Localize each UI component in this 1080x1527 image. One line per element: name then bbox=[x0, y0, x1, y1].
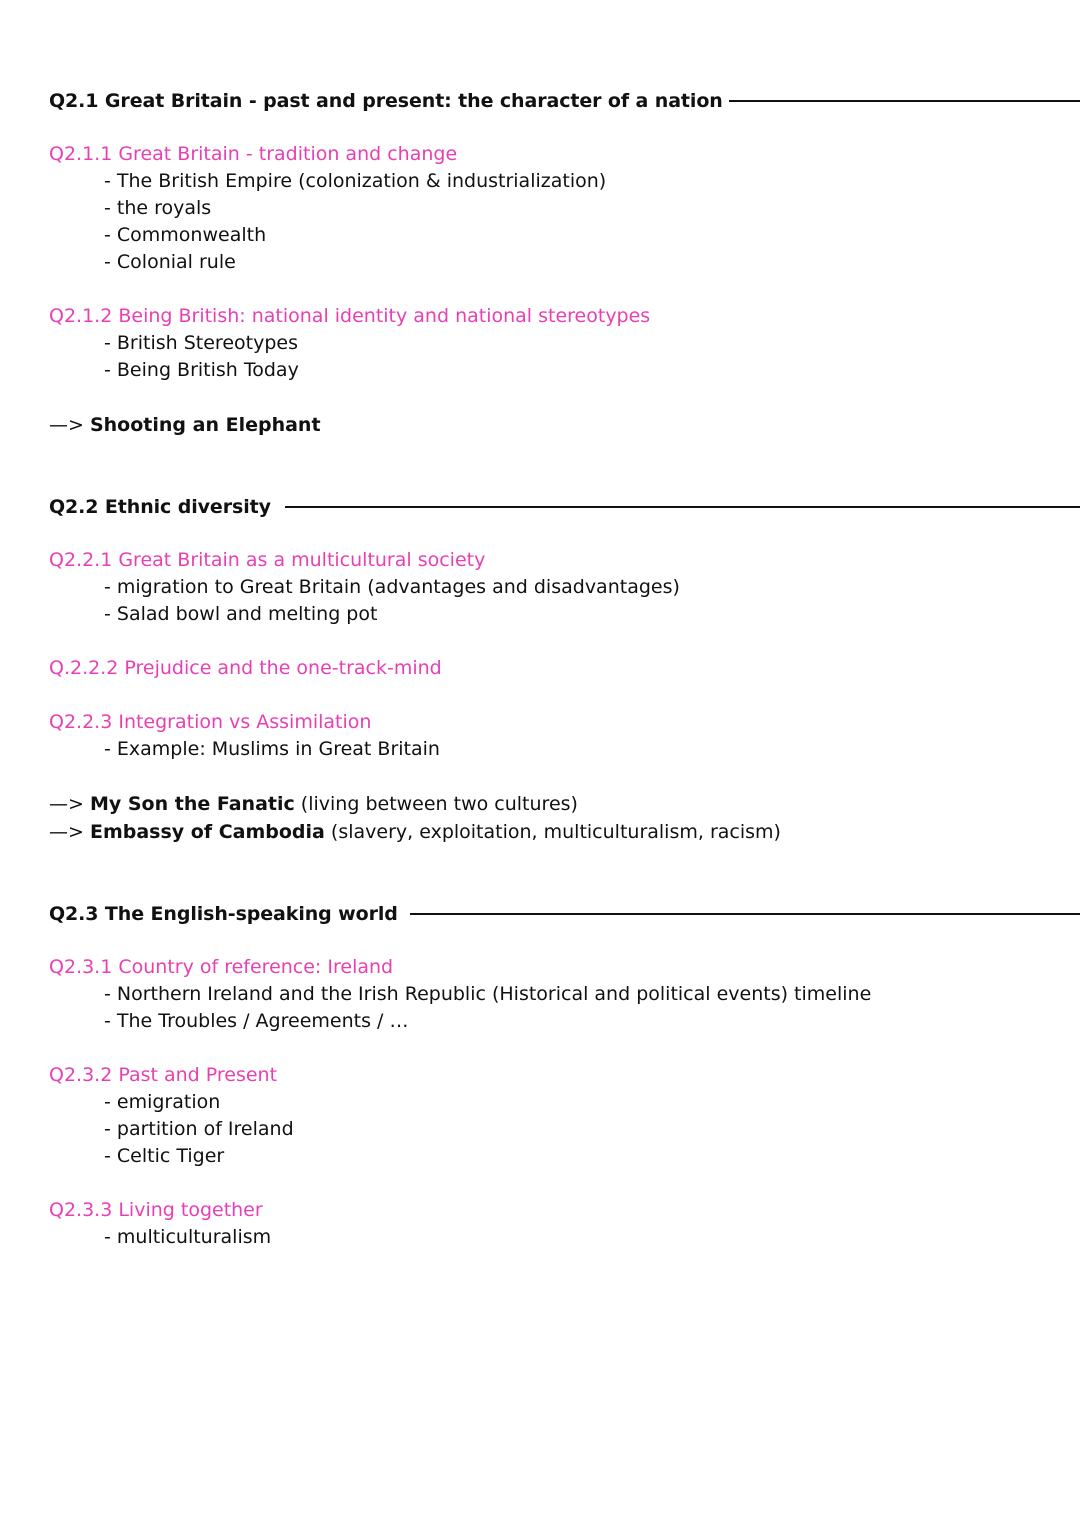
list-item: - Celtic Tiger bbox=[104, 1145, 225, 1167]
reference-title: My Son the Fanatic bbox=[89, 793, 295, 815]
list-item: - Northern Ireland and the Irish Republic (Historical and political events) timeline bbox=[104, 983, 872, 1005]
list-item: - Colonial rule bbox=[104, 251, 236, 273]
subsection-title: Q.2.2.2 Prejudice and the one-track-mind bbox=[49, 657, 442, 679]
list-item: - Salad bowl and melting pot bbox=[104, 603, 378, 625]
subsection-title: Q2.3.3 Living together bbox=[49, 1199, 263, 1221]
list-item: - the royals bbox=[104, 197, 212, 219]
subsection-title: Q2.2.1 Great Britain as a multicultural society bbox=[49, 549, 486, 571]
subsection-title: Q2.3.1 Country of reference: Ireland bbox=[49, 956, 394, 978]
arrow-marker: —> bbox=[49, 793, 90, 815]
reference-title: Embassy of Cambodia bbox=[89, 821, 325, 843]
arrow-marker: —> bbox=[49, 821, 90, 843]
reference-note: (living between two cultures) bbox=[294, 793, 578, 815]
section-header bbox=[49, 495, 1080, 519]
section-heading: Q2.3 The English-speaking world bbox=[49, 903, 398, 925]
heading-rule bbox=[410, 913, 1080, 915]
list-item: - migration to Great Britain (advantages and disadvantages) bbox=[104, 576, 680, 598]
reference-title: Shooting an Elephant bbox=[89, 414, 321, 436]
list-item: - partition of Ireland bbox=[104, 1118, 294, 1140]
arrow-marker: —> bbox=[49, 414, 90, 436]
reference-note: (slavery, exploitation, multiculturalism, racism) bbox=[324, 821, 781, 843]
list-item: - Commonwealth bbox=[104, 224, 267, 246]
list-item: - The British Empire (colonization & industrialization) bbox=[104, 170, 607, 192]
subsection-title: Q2.3.2 Past and Present bbox=[49, 1064, 278, 1086]
section-header bbox=[49, 902, 1080, 926]
section-heading: Q2.2 Ethnic diversity bbox=[49, 496, 271, 518]
reference-line bbox=[49, 414, 321, 436]
subsection-title: Q2.1.1 Great Britain - tradition and change bbox=[49, 143, 458, 165]
list-item: - Being British Today bbox=[104, 359, 299, 381]
subsection-title: Q2.1.2 Being British: national identity and national stereotypes bbox=[49, 305, 651, 327]
heading-rule bbox=[285, 506, 1080, 508]
reference-line bbox=[49, 793, 578, 815]
section-header bbox=[49, 89, 1080, 113]
list-item: - British Stereotypes bbox=[104, 332, 298, 354]
reference-line bbox=[49, 821, 781, 843]
section-heading: Q2.1 Great Britain - past and present: the character of a nation bbox=[49, 90, 723, 112]
heading-rule bbox=[729, 100, 1080, 102]
list-item: - emigration bbox=[104, 1091, 221, 1113]
list-item: - The Troubles / Agreements / … bbox=[104, 1010, 409, 1032]
subsection-title: Q2.2.3 Integration vs Assimilation bbox=[49, 711, 372, 733]
list-item: - multiculturalism bbox=[104, 1226, 272, 1248]
list-item: - Example: Muslims in Great Britain bbox=[104, 738, 440, 760]
